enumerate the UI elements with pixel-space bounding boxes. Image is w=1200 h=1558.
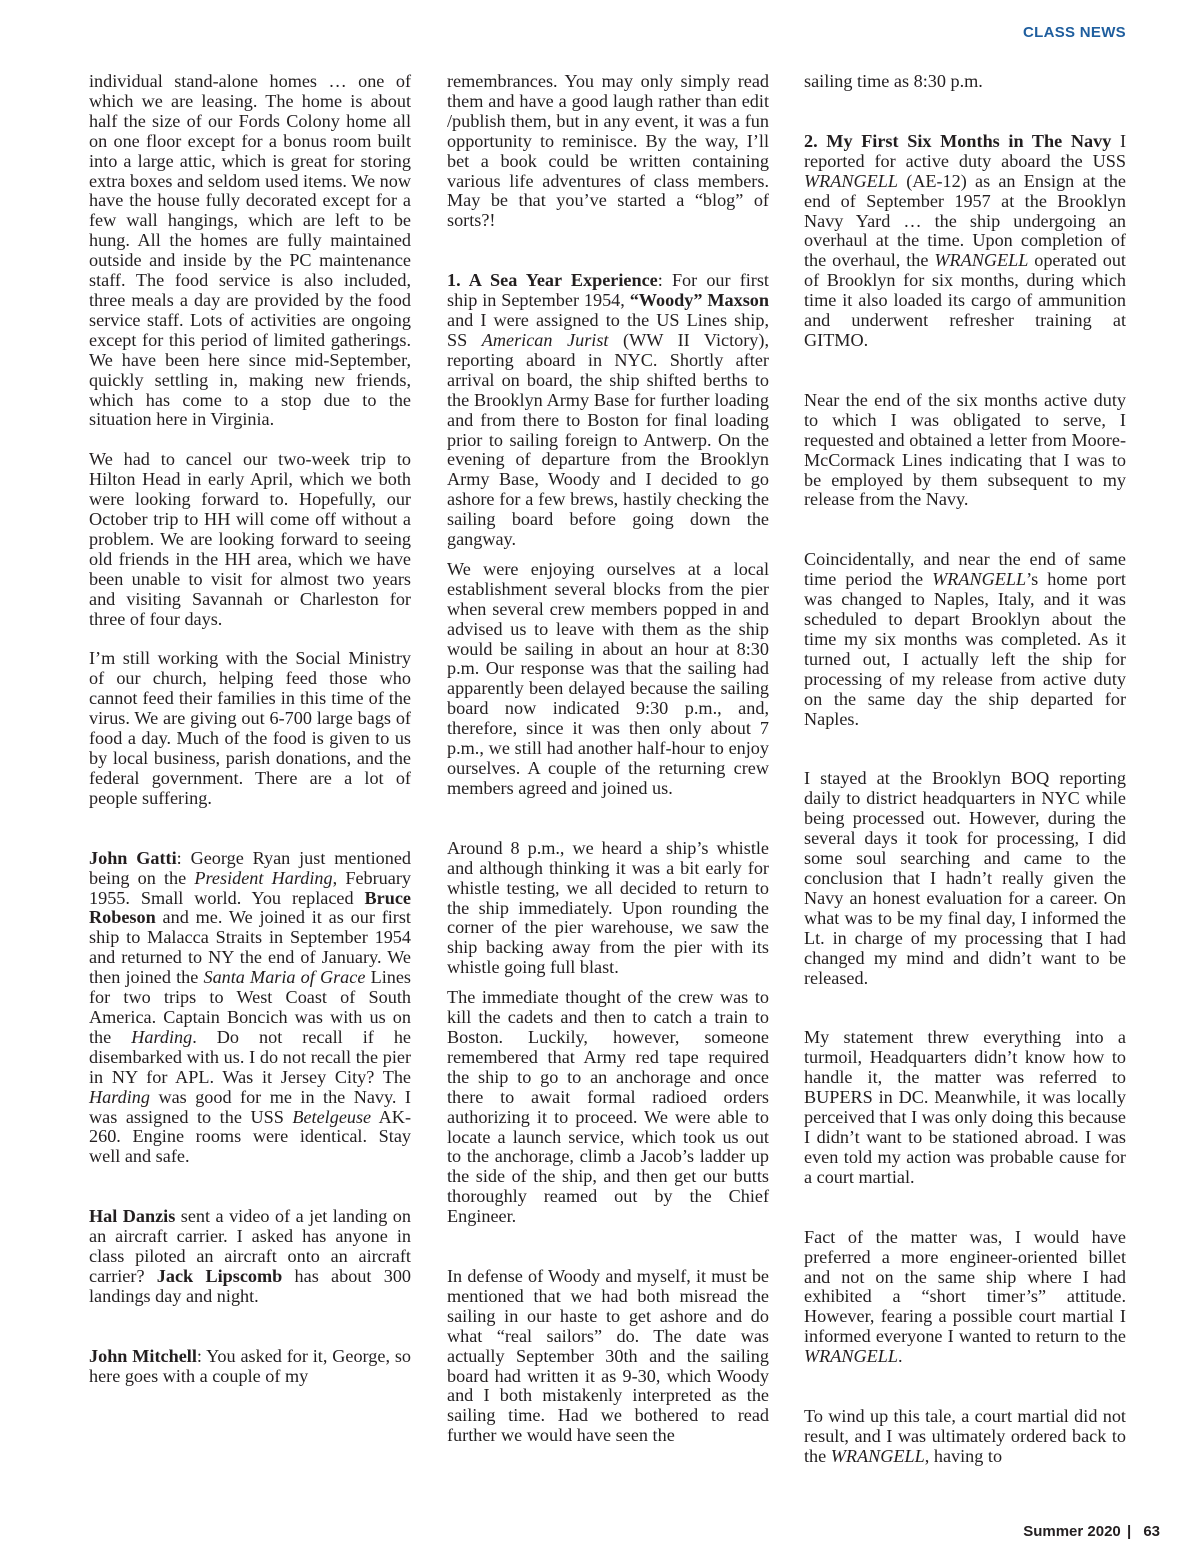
paragraph: Near the end of the six months active duty to which I was obligated to serve, I requested and obtained a letter from Moore-McCormack Lines indicating that I was to be employed by them subsequent to my release from the Navy. [804, 389, 1126, 510]
story-heading: 1. A Sea Year Experience [447, 270, 658, 291]
paragraph: I stayed at the Brooklyn BOQ reporting daily to district headquarters in NYC while being processed out. However, during the several days it took for processing, I did some soul searching and came to the conclusion that I hadn’t really given the Navy an honest evaluation for a career. On what was to be my final day, I informed the Lt. in charge of my processing that I had changed my mind and didn’t want to be released. [804, 768, 1126, 988]
news-item-hal-danzis: Hal Danzis sent a video of a jet landing on an aircraft carrier. I asked has anyone in class piloted an aircraft onto an aircraft carrier? Jack Lipscomb has about 300 landings day and night. [89, 1206, 412, 1306]
classmate-name: John Gatti [89, 847, 177, 868]
classmate-name: “Woody” Maxson [629, 290, 769, 311]
news-item-john-gatti: John Gatti: George Ryan just mentioned being on the President Harding, February 1955. Small world. You replaced Bruce Robeson and me. We joined it as our first ship to Malacca Straits in September 1954 and returned to NY the end of January. We then joined the Santa Maria of Grace Lines for two trips to West Coast of South America. Captain Boncich was with us on the Harding. Do not recall if he disembarked with us. I do not recall the pier in NY for APL. Was it Jersey City? The Harding was good for me in the Navy. I was assigned to the USS Betelgeuse AK-260. Engine rooms were identical. Stay well and safe. [89, 847, 412, 1167]
column-middle [447, 72, 769, 1446]
paragraph: I’m still working with the Social Ministry of our church, helping feed those who cannot feed their families in this time of the virus. We are giving out 6-700 large bags of food a day. Much of the food is given to us by local business, parish donations, and the federal government. There are a lot of people suffering. [89, 648, 411, 808]
story-sea-year: 1. A Sea Year Experience: For our first ship in September 1954, “Woody” Maxson and I were assigned to the US Lines ship, SS American Jurist (WW II Victory), reporting aboard in NYC. Shortly after arrival on board, the ship shifted berths to the Brooklyn Army Base for further loading and from there to Boston for final loading prior to sailing foreign to Antwerp. On the evening of departure from the Brooklyn Army Base, Woody and I decided to go ashore for a few brews, hastily checking the sailing board before going down the gangway. [447, 270, 770, 550]
footer-separator: | [1126, 1523, 1132, 1540]
story-first-six-months: 2. My First Six Months in The Navy I reported for active duty aboard the USS WRANGELL (AE-12) as an Ensign at the end of September 1957 at the Brooklyn Navy Yard … the ship undergoing an overhaul at the time. Upon completion of the overhaul, the WRANGELL operated out of Brooklyn for six months, during which time it also loaded its cargo of ammunition and underwent refresher training at GITMO. [804, 130, 1127, 350]
paragraph: In defense of Woody and myself, it must be mentioned that we had both misread the sailing in our haste to get ashore and do what “real sailors” do. The date was actually September 30th and the sailing board had written it as 9-30, which Woody and I both mistakenly interpreted as the sailing time. Had we bothered to read further we would have seen the [447, 1266, 769, 1446]
paragraph: The immediate thought of the crew was to kill the cadets and then to catch a train to Boston. Luckily, however, someone remembered that Army red tape required the ship to go to an anchorage and once there to await formal radioed orders authorizing it to proceed. We were able to locate a launch service, which took us out to the anchorage, climb a Jacob’s ladder up the side of the ship, and then get our butts thoroughly reamed out by the Chief Engineer. [447, 987, 769, 1227]
paragraph: To wind up this tale, a court martial did not result, and I was ultimately ordered back to the WRANGELL, having to [804, 1406, 1126, 1466]
paragraph: My statement threw everything into a turmoil, Headquarters didn’t know how to handle it, the matter was referred to BUPERS in DC. Meanwhile, it was locally perceived that I was only doing this because I didn’t want to be stationed abroad. I was even told my action was probable cause for a court martial. [804, 1027, 1126, 1187]
page-footer [1023, 1523, 1160, 1540]
paragraph: remembrances. You may only simply read them and have a good laugh rather than edit /publish them, but in any event, it was a fun opportunity to reminisce. By the way, I’ll bet a book could be written containing various life adventures of class members. May be that you’ve started a “blog” of sorts?! [447, 71, 769, 231]
paragraph: Coincidentally, and near the end of same time period the WRANGELL’s home port was changed to Naples, Italy, and it was scheduled to depart Brooklyn about the time my six months was completed. As it turned out, I actually left the ship for processing of my release from active duty on the same day the ship departed for Naples. [804, 549, 1126, 729]
paragraph: Around 8 p.m., we heard a ship’s whistle and although thinking it was a bit early for whistle testing, we all decided to return to the ship immediately. Upon rounding the corner of the pier warehouse, we saw the ship backing away from the pier with its whistle going full blast. [447, 837, 769, 978]
classmate-name: Hal Danzis [89, 1206, 176, 1227]
classmate-name: Jack Lipscomb [156, 1265, 283, 1286]
classmate-name: John Mitchell [89, 1345, 197, 1366]
story-heading: 2. My First Six Months in The Navy [804, 130, 1112, 151]
issue-label: Summer 2020 [1023, 1523, 1121, 1540]
paragraph: We were enjoying ourselves at a local establishment several blocks from the pier when several crew members popped in and advised us to leave with them as the ship would be sailing in about an hour at 8:30 p.m. Our response was that the sailing had apparently been delayed because the sailing board now indicated 9:30 p.m., and, therefore, since it was then only about 7 p.m., we still had another half-hour to enjoy ourselves. A couple of the returning crew members agreed and joined us. [447, 558, 769, 798]
column-left [89, 72, 411, 1387]
section-label: CLASS NEWS [1022, 24, 1126, 41]
classmate-name: Bruce Robeson [89, 887, 411, 928]
paragraph: We had to cancel our two-week trip to Hilton Head in early April, which we both were looking forward to. Hopefully, our October trip to HH will come off without a problem. We are looking forward to seeing old friends in the HH area, which we have been unable to visit for almost two years and visiting Savannah or Charleston for three of four days. [89, 449, 411, 629]
paragraph: individual stand-alone homes … one of which we are leasing. The home is about half the size of our Fords Colony home all on one floor except for a bonus room built into a large attic, which is great for storing extra boxes and seldom used items. We now have the house fully decorated except for a few wall hangings, which are left to be hung. All the homes are fully maintained outside and inside by the PC maintenance staff. The food service is also included, three meals a day are provided by the food service staff. Lots of activities are ongoing except for this period of limited gatherings. We have been here since mid-September, quickly settling in, making new friends, which has come to a stop due to the situation here in Virginia. [89, 71, 411, 430]
paragraph: Fact of the matter was, I would have preferred a more engineer-oriented billet and not on the same ship where I had exhibited a “short timer’s” attitude. However, fearing a possible court martial I informed everyone I wanted to return to the WRANGELL. [804, 1226, 1126, 1367]
paragraph: sailing time as 8:30 p.m. [804, 71, 983, 91]
page-number: 63 [1143, 1523, 1160, 1540]
news-item-john-mitchell: John Mitchell: You asked for it, George, so here goes with a couple of my [89, 1345, 412, 1386]
column-right [804, 72, 1126, 1467]
